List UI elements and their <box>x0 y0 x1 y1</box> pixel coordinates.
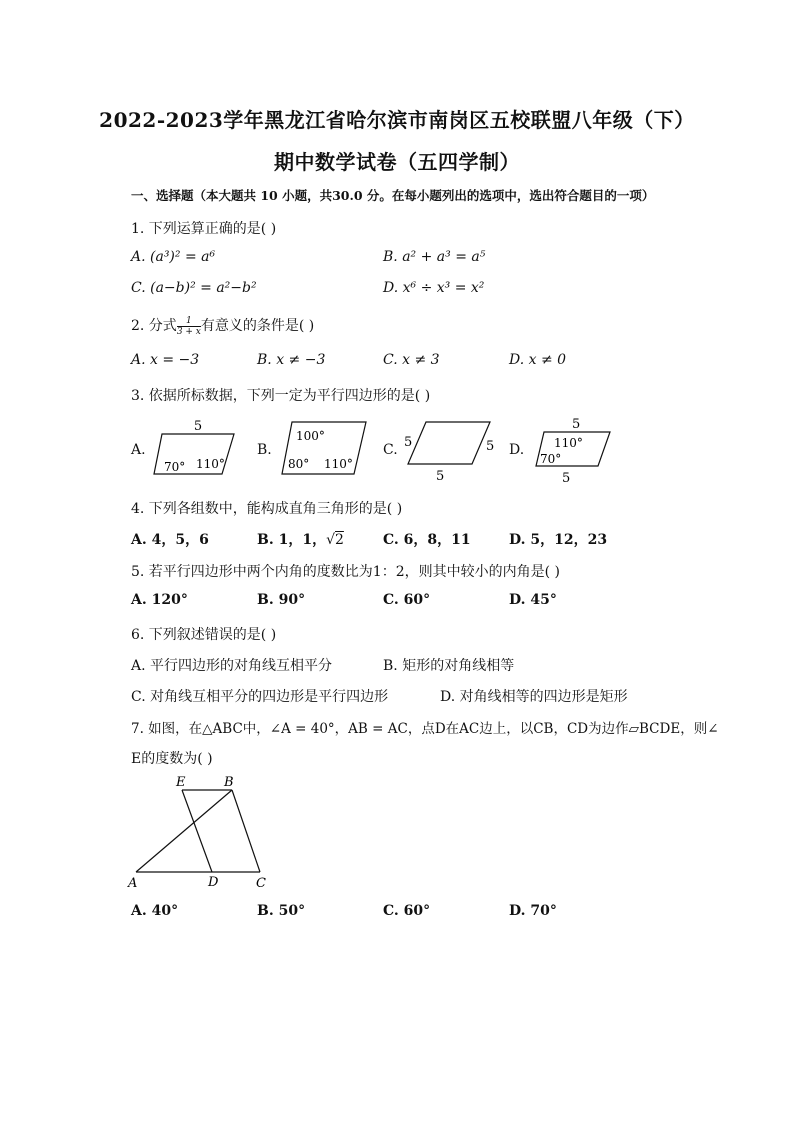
q6-option-a: A. 平行四边形的对角线互相平分 <box>131 658 333 674</box>
q2-option-b: B. x ≠ −3 <box>257 352 326 368</box>
q7-option-b: B. 50° <box>257 903 306 919</box>
q7-segment-ed <box>182 790 212 872</box>
q7-figure <box>126 772 272 892</box>
q4-option-a: A. 4，5，6 <box>131 532 209 548</box>
q7-option-c: C. 60° <box>383 903 431 919</box>
q6-option-c: C. 对角线互相平分的四边形是平行四边形 <box>131 689 389 705</box>
q1-option-c: C. (a−b)² = a²−b² <box>131 280 257 296</box>
q3b-bottom-right-angle: 110° <box>324 457 353 471</box>
q3c-quadrilateral <box>408 422 490 464</box>
q3c-right-label: 5 <box>486 439 495 454</box>
q4-option-b: B. 1，1，√2 <box>257 532 344 548</box>
q7-option-a: A. 40° <box>131 903 179 919</box>
q7-label-e: E <box>176 775 186 790</box>
q3-option-d: D. <box>509 442 525 458</box>
q3d-top-label: 5 <box>572 417 581 432</box>
q3d-angle-70: 70° <box>540 452 562 466</box>
question-5-stem: 5. 若平行四边形中两个内角的度数比为1：2，则其中较小的内角是( ) <box>131 564 560 580</box>
q3-figure-b <box>278 418 372 478</box>
q7-option-d: D. 70° <box>509 903 557 919</box>
question-1-stem: 1. 下列运算正确的是( ) <box>131 221 277 237</box>
q3-option-c: C. <box>383 442 398 458</box>
q3b-top-angle: 100° <box>296 429 325 443</box>
q3d-angle-110: 110° <box>554 436 583 450</box>
q3a-left-angle: 70° <box>164 460 186 474</box>
q2-option-c: C. x ≠ 3 <box>383 352 440 368</box>
q1-option-a: A. (a³)² = a⁶ <box>131 249 216 265</box>
q5-option-d: D. 45° <box>509 592 557 608</box>
question-7-stem-line1: 7. 如图，在△ABC中，∠A = 40°，AB = AC，点D在AC边上，以CB，CD为边作▱BCDE，则∠ <box>131 721 719 737</box>
q3-figure-c <box>400 418 500 482</box>
q6-option-d: D. 对角线相等的四边形是矩形 <box>440 689 628 705</box>
q3b-bottom-left-angle: 80° <box>288 457 310 471</box>
exam-title-line2: 期中数学试卷（五四学制） <box>274 150 520 174</box>
q3-option-b: B. <box>257 442 272 458</box>
q3c-bottom-label: 5 <box>436 469 445 482</box>
q2-stem-post: 有意义的条件是( ) <box>200 318 315 334</box>
q7-label-b: B <box>224 775 234 790</box>
question-7-stem-line2: E的度数为( ) <box>131 751 213 767</box>
question-2-stem <box>131 315 314 337</box>
q7-label-d: D <box>208 875 219 890</box>
q3-figure-a <box>148 418 240 478</box>
q3a-top-label: 5 <box>193 419 203 434</box>
q5-option-c: C. 60° <box>383 592 431 608</box>
q7-label-c: C <box>256 876 266 891</box>
q4-option-b-text: B. 1，1， <box>257 532 327 548</box>
question-6-stem: 6. 下列叙述错误的是( ) <box>131 627 277 643</box>
q4-option-d: D. 5，12，23 <box>509 532 608 548</box>
q3a-right-angle: 110° <box>196 457 225 471</box>
q7-segment-ab <box>136 790 232 872</box>
question-4-stem: 4. 下列各组数中，能构成直角三角形的是( ) <box>131 501 403 517</box>
q1-option-d: D. x⁶ ÷ x³ = x² <box>383 280 485 296</box>
q3c-left-label: 5 <box>404 435 413 450</box>
q7-label-a: A <box>128 876 138 891</box>
q2-fraction-denominator: 3 + x <box>176 326 201 337</box>
q2-fraction-numerator: 1 <box>177 316 201 327</box>
q3-option-a: A. <box>131 442 146 458</box>
q5-option-a: A. 120° <box>131 592 188 608</box>
q3-figure-d <box>532 414 616 484</box>
q2-option-a: A. x = −3 <box>131 352 200 368</box>
q2-stem-pre: 2. 分式 <box>131 318 177 334</box>
exam-title-line1: 2022-2023学年黑龙江省哈尔滨市南岗区五校联盟八年级（下） <box>99 108 695 132</box>
q3d-bottom-label: 5 <box>562 471 571 484</box>
q7-segment-bc <box>232 790 260 872</box>
q4-option-c: C. 6，8，11 <box>383 532 471 548</box>
section-heading: 一、选择题（本大题共 10 小题，共30.0 分。在每小题列出的选项中，选出符合题目的一项） <box>131 188 655 203</box>
q2-option-d: D. x ≠ 0 <box>509 352 567 368</box>
q5-option-b: B. 90° <box>257 592 306 608</box>
q1-option-b: B. a² + a³ = a⁵ <box>383 249 486 265</box>
q2-fraction <box>177 316 201 337</box>
q4-option-b-radicand: 2 <box>335 532 344 548</box>
q6-option-b: B. 矩形的对角线相等 <box>383 658 515 674</box>
question-3-stem: 3. 依据所标数据，下列一定为平行四边形的是( ) <box>131 388 431 404</box>
